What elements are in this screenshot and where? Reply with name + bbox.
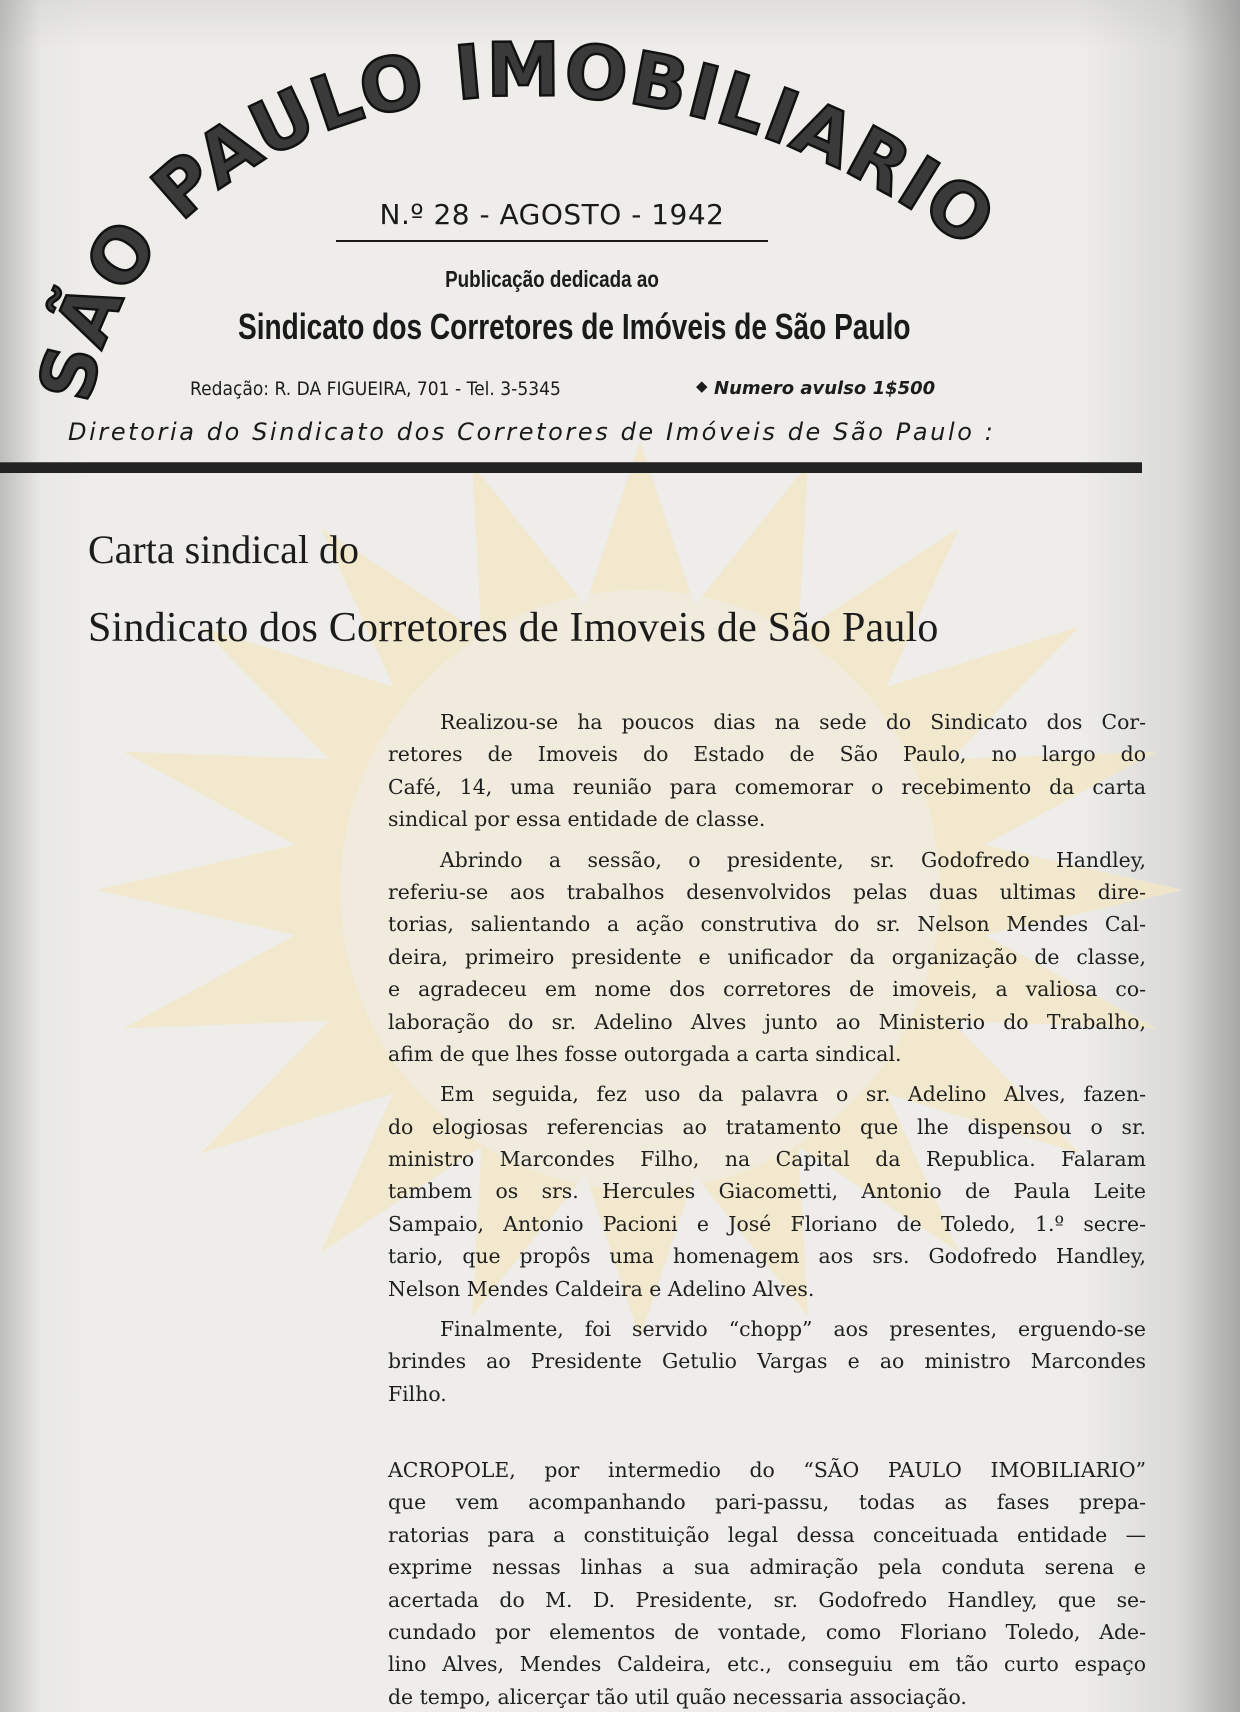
paragraph (388, 706, 1146, 836)
article-headline-line-2: Sindicato dos Corretores de Imoveis de São Paulo (88, 605, 939, 651)
text-line: cundado por elementos de vontade, como Floriano Toledo, Ade- (388, 1619, 1146, 1644)
text-line: tario, que propôs uma homenagem aos srs. Godofredo Handley, (388, 1244, 1146, 1269)
masthead-divider (0, 462, 1142, 473)
text-line: laboração do sr. Adelino Alves junto ao Ministerio do Trabalho, (388, 1009, 1146, 1034)
masthead-title: SÃO PAULO IMOBILIARIO (22, 27, 1012, 409)
text-line: ministro Marcondes Filho, na Capital da Republica. Falaram (388, 1147, 1146, 1172)
article-headline-line-1: Carta sindical do (88, 527, 360, 572)
text-line: Café, 14, uma reunião para comemorar o recebimento da carta (388, 774, 1146, 799)
dedication-text: Publicação dedicada ao (445, 266, 659, 292)
text-line: torias, salientando a ação construtiva do sr. Nelson Mendes Cal- (388, 912, 1146, 937)
article-body (388, 706, 1146, 1418)
paragraph (388, 844, 1146, 1071)
text-line: referiu-se aos trabalhos desenvolvidos pelas duas ultimas dire- (388, 879, 1146, 904)
address-line (190, 378, 950, 400)
text-line: afim de que lhes fosse outorgada a carta sindical. (388, 1041, 902, 1066)
text-line: e agradeceu em nome dos corretores de imoveis, a valiosa co- (388, 977, 1146, 1002)
diamond-bullet-icon: ◆ (696, 377, 708, 395)
text-line: retores de Imoveis do Estado de São Paulo, no largo do (388, 742, 1146, 767)
text-line: exprime nessas linhas a sua admiração pela conduta serena e (388, 1555, 1146, 1580)
issue-price: Numero avulso 1$500 (714, 378, 936, 399)
text-line: Finalmente, foi servido “chopp” aos presentes, erguendo-se (440, 1317, 1146, 1342)
text-line: brindes ao Presidente Getulio Vargas e ao ministro Marcondes (388, 1349, 1146, 1374)
board-heading: Diretoria do Sindicato dos Corretores de Imóveis de São Paulo : (68, 418, 996, 446)
union-name: Sindicato dos Corretores de Imóveis de São Paulo (238, 306, 911, 347)
text-line: do elogiosas referencias ao tratamento que lhe dispensou o sr. (388, 1114, 1146, 1139)
text-line: Nelson Mendes Caldeira e Adelino Alves. (388, 1276, 815, 1301)
issue-line: N.º 28 - AGOSTO - 1942 (379, 198, 725, 231)
text-line: deira, primeiro presidente e unificador da organização de classe, (388, 944, 1146, 969)
issue-underline (336, 240, 768, 242)
text-line: ACROPOLE, por intermedio do “SÃO PAULO IMOBILIARIO” (388, 1458, 1146, 1482)
text-line: tambem os srs. Hercules Giacometti, Antonio de Paula Leite (388, 1179, 1146, 1204)
text-line: de tempo, alicerçar tão util quão necessaria associação. (388, 1684, 967, 1709)
editorial-address: Redação: R. DA FIGUEIRA, 701 - Tel. 3-5345 (190, 378, 561, 400)
closing-note (388, 1454, 1146, 1712)
text-line: que vem acompanhando pari-passu, todas as fases prepa- (388, 1490, 1146, 1515)
text-line: Realizou-se ha poucos dias na sede do Sindicato dos Cor- (440, 710, 1146, 734)
text-line: Em seguida, fez uso da palavra o sr. Adelino Alves, fazen- (440, 1082, 1146, 1107)
text-line: ratorias para a constituição legal dessa conceituada entidade — (388, 1522, 1146, 1547)
text-line: lino Alves, Mendes Caldeira, etc., conseguiu em tão curto espaço (388, 1652, 1146, 1677)
text-line: Sampaio, Antonio Pacioni e José Floriano de Toledo, 1.º secre- (388, 1211, 1146, 1236)
paragraph (388, 1313, 1146, 1410)
paragraph (388, 1454, 1146, 1712)
text-line: sindical por essa entidade de classe. (388, 807, 766, 832)
paragraph (388, 1078, 1146, 1305)
text-line: Filho. (388, 1381, 447, 1406)
text-line: acertada do M. D. Presidente, sr. Godofredo Handley, que se- (388, 1587, 1146, 1612)
text-line: Abrindo a sessão, o presidente, sr. Godofredo Handley, (440, 847, 1146, 872)
